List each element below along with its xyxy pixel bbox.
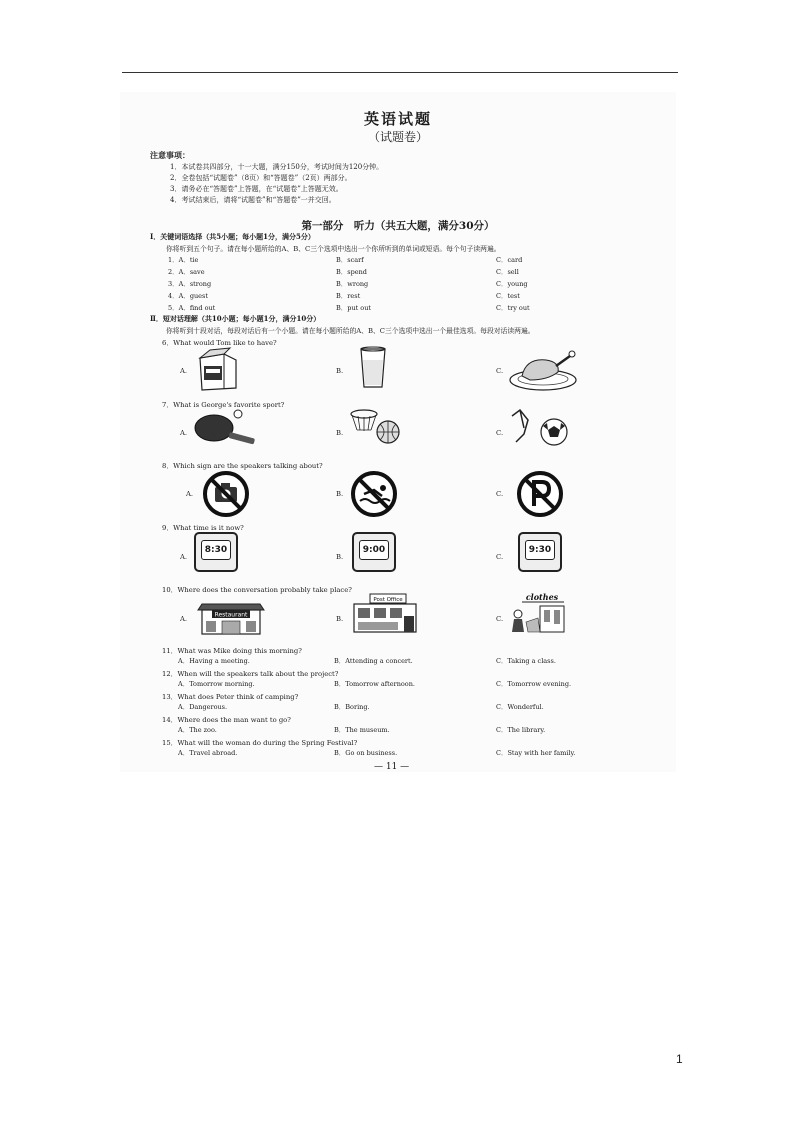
question-9: 9．What time is it now? [162,524,244,532]
option-b: B．put out [336,304,372,312]
option-b: B．rest [336,292,361,300]
label-b: B. [336,429,344,437]
chicken-leg-plate-picture [508,348,578,392]
basketball-picture [348,406,404,450]
option-c: C．Wonderful. [496,703,544,711]
section-1-instruction: 你将听到五个句子。请在每小题所给的A、B、C三个选项中选出一个你所听到的单词或短语。每个句子读两遍。 [166,245,501,253]
football-picture [506,406,570,450]
option-a: A．Travel abroad. [178,749,238,757]
option-a: 4．A．guest [168,292,208,300]
option-b: B．wrong [336,280,369,288]
label-b: B. [336,367,344,375]
label-a: A. [180,615,188,623]
option-b: B．The museum. [334,726,390,734]
option-b: B．scarf [336,256,364,264]
top-rule [122,72,678,73]
notice-item: 3．请务必在“答题卷”上答题，在“试题卷”上答题无效。 [170,185,343,193]
section-2-heading: Ⅱ．短对话理解（共10小题；每小题1分，满分10分） [150,314,321,323]
question-12: 12．When will the speakers talk about the project? [162,670,339,678]
clock-picture [194,532,238,572]
option-c: C．sell [496,268,519,276]
option-b: B．Boring. [334,703,370,711]
option-c: C．Taking a class. [496,657,556,665]
table-tennis-picture [192,408,258,448]
section-2-instruction: 你将听到十段对话，每段对话后有一个小题。请在每小题所给的A、B、C三个选项中选出一个最佳选项。每段对话读两遍。 [166,327,535,335]
option-c: C．young [496,280,528,288]
option-a: A．The zoo. [178,726,217,734]
question-7: 7．What is George's favorite sport? [162,401,285,409]
clock-time-display: 9:00 [359,540,389,560]
part-one-title: 第一部分 听力（共五大题，满分30分） [301,220,495,232]
label-a: A. [180,429,188,437]
label-b: B. [336,615,344,623]
question-10: 10．Where does the conversation probably take place? [162,586,352,594]
question-8: 8．Which sign are the speakers talking about? [162,462,323,470]
no-swimming-sign-picture [350,470,398,518]
question-11: 11．What was Mike doing this morning? [162,647,302,655]
document-page-number: 1 [676,1052,683,1066]
option-c: C．Stay with her family. [496,749,576,757]
label-c: C. [496,490,504,498]
clothes-shop-sign-text: clothes [525,592,559,602]
option-a: 2．A．save [168,268,205,276]
notice-item: 4．考试结束后，请将“试题卷”和“答题卷”一并交回。 [170,196,336,204]
option-b: B．spend [336,268,367,276]
option-b: B．Tomorrow afternoon. [334,680,415,688]
option-c: C．try out [496,304,530,312]
restaurant-sign-text: Restaurant [214,611,248,619]
no-photography-sign-picture [202,470,250,518]
section-1-heading: Ⅰ．关键词语选择（共5小题；每小题1分，满分5分） [150,232,315,241]
option-c: C．card [496,256,523,264]
option-a: A．Dangerous. [178,703,228,711]
post-office-sign-text: Post Office [373,597,403,603]
clock-time-display: 8:30 [201,540,231,560]
question-13: 13．What does Peter think of camping? [162,693,299,701]
clock-picture [352,532,396,572]
clock-picture [518,532,562,572]
clothes-shop-picture [504,592,570,636]
scanned-exam-page [120,92,676,772]
option-b: B．Attending a concert. [334,657,413,665]
exam-title: 英语试题 [363,110,432,128]
option-a: A．Having a meeting. [178,657,250,665]
label-a: A. [186,490,194,498]
label-c: C. [496,367,504,375]
option-c: C．The library. [496,726,546,734]
notice-item: 2．全卷包括“试题卷”（8页）和“答题卷”（2页）两部分。 [170,174,352,182]
question-15: 15．What will the woman do during the Spring Festival? [162,739,358,747]
label-c: C. [496,429,504,437]
option-c: C．Tomorrow evening. [496,680,572,688]
clock-time-display: 9:30 [525,540,555,560]
restaurant-picture [194,594,268,636]
option-a: 5．A．find out [168,304,216,312]
option-a: 3．A．strong [168,280,212,288]
label-c: C. [496,615,504,623]
label-b: B. [336,490,344,498]
notice-heading: 注意事项： [150,150,190,160]
post-office-picture [348,592,422,636]
label-c: C. [496,553,504,561]
option-a: 1．A．tie [168,256,199,264]
glass-of-water-picture [358,346,388,390]
label-b: B. [336,553,344,561]
exam-subtitle: （试题卷） [367,130,428,144]
label-a: A. [180,367,188,375]
option-c: C．test [496,292,520,300]
option-a: A．Tomorrow morning. [178,680,255,688]
notice-item: 1．本试卷共四部分，十一大题，满分150分，考试时间为120分钟。 [170,163,384,171]
no-parking-sign-picture [516,470,564,518]
option-b: B．Go on business. [334,749,398,757]
question-6: 6．What would Tom like to have? [162,339,277,347]
scan-page-number: — 11 — [374,762,410,772]
milk-carton-picture [194,346,242,392]
question-14: 14．Where does the man want to go? [162,716,291,724]
label-a: A. [180,553,188,561]
